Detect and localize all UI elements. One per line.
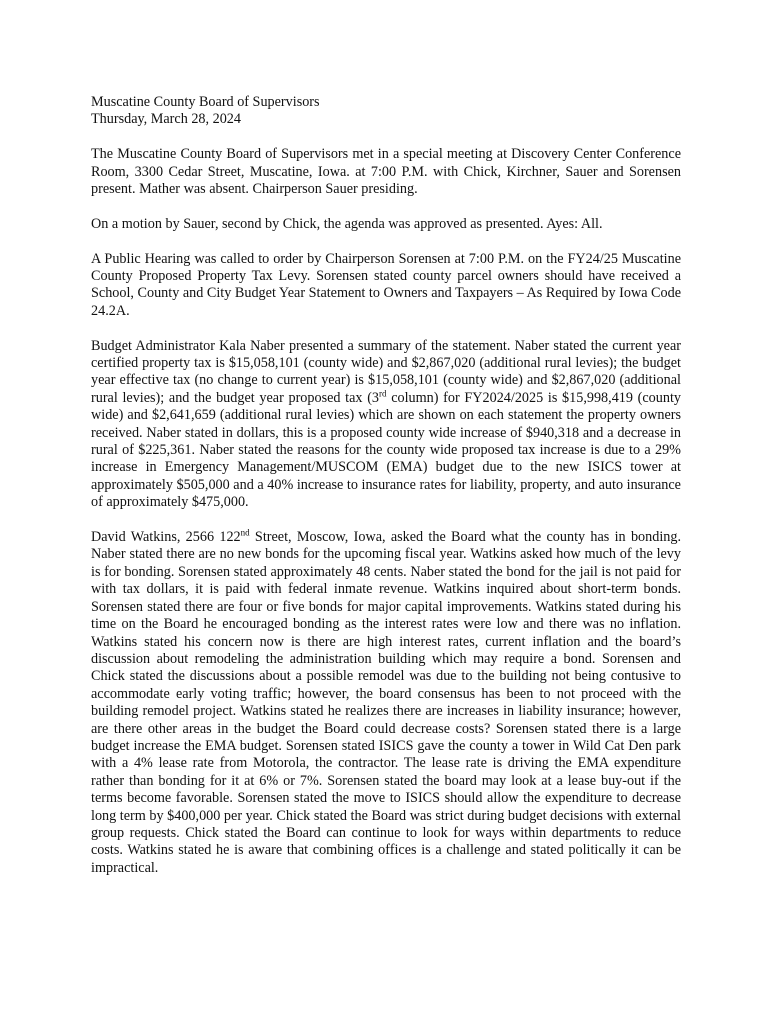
- watkins-text-end: Street, Moscow, Iowa, asked the Board what the county has in bonding. Naber stated there are no new bonds for the upcoming fiscal year. Watkins asked how much of the levy is for bonding. Sorensen stated approximately 48 cents. Naber stated the bond for the jail is not paid for with tax dollars, it is paid with federal inmate revenue. Watkins inquired about short-term bonds. Sorensen stated there are four or five bonds for major capital improvements. Watkins stated during his time on the Board he encouraged bonding as the interest rates were low and there was no inflation. Watkins stated his concern now is there are high interest rates, current inflation and the board’s discussion about remodeling the administration building which may require a bond. Sorensen and Chick stated the discussions about a possible remodel was due to the building not being contusive to accommodate early voting traffic; however, the board consensus has been to not proceed with the building remodel project. Watkins stated he realizes there are increases in liability insurance; however, are there other areas in the budget the Board could decrease costs? Sorensen stated there is a large budget increase the EMA budget. Sorensen stated ISICS gave the county a tower in Wild Cat Den park with a 4% lease rate from Motorola, the contractor. The lease rate is driving the EMA expenditure rather than bonding for it at 6% or 7%. Sorensen stated the board may look at a lease buy-out if the terms become favorable. Sorensen stated the move to ISICS should allow the expenditure to decrease long term by $400,000 per year. Chick stated the Board was strict during budget decisions with external group requests. Chick stated the Board can continue to look for ways within departments to reduce costs. Watkins stated he is aware that combining offices is a challenge and stated politically it can be impractical.: [91, 529, 681, 876]
- organization-name: Muscatine County Board of Supervisors: [91, 94, 320, 110]
- paragraph-watkins-discussion: [91, 529, 681, 877]
- watkins-text-start: David Watkins, 2566 122: [91, 529, 241, 546]
- ordinal-superscript-rd: rd: [379, 388, 387, 399]
- budget-summary-text-end: column) for FY2024/2025 is $15,998,419 (county wide) and $2,641,659 (additional rural levies) which are shown on each statement the property owners received. Naber stated in dollars, this is a proposed county wide increase of $940,318 and a decrease in rural of $225,361. Naber stated the reasons for the county wide proposed tax increase is due to a 29% increase in Emergency Management/MUSCOM (EMA) budget due to the new ISICS tower at approximately $505,000 and a 40% increase to insurance rates for liability, property, and auto insurance of approximately $475,000.: [91, 389, 682, 511]
- paragraph-meeting-opening: The Muscatine County Board of Supervisors met in a special meeting at Discovery Center Conference Room, 3300 Cedar Street, Muscatine, Iowa. at 7:00 P.M. with Chick, Kirchner, Sauer and Sorensen present. Mather was absent. Chairperson Sauer presiding.: [91, 146, 681, 198]
- document-page: [91, 94, 681, 895]
- paragraph-agenda-approval: On a motion by Sauer, second by Chick, the agenda was approved as presented. Ayes: All.: [91, 215, 603, 232]
- meeting-date: Thursday, March 28, 2024: [91, 111, 241, 128]
- document-header: [91, 94, 681, 129]
- ordinal-superscript-nd: nd: [240, 527, 250, 538]
- paragraph-public-hearing: A Public Hearing was called to order by Chairperson Sorensen at 7:00 P.M. on the FY24/25 Muscatine County Proposed Property Tax Levy. Sorensen stated county parcel owners should have received a School, County and City Budget Year Statement to Owners and Taxpayers – As Required by Iowa Code 24.2A.: [91, 250, 681, 319]
- budget-summary-text-start: Budget Administrator Kala Naber presented a summary of the statement. Naber stated the current year certified property tax is $15,058,101 (county wide) and $2,867,020 (additional rural levies); the budget year effective tax (no change to current year) is $15,058,101 (county wide) and $2,867,020 (additional rural levies); and the budget year proposed tax (3: [91, 337, 681, 406]
- paragraph-budget-summary: [91, 338, 681, 512]
